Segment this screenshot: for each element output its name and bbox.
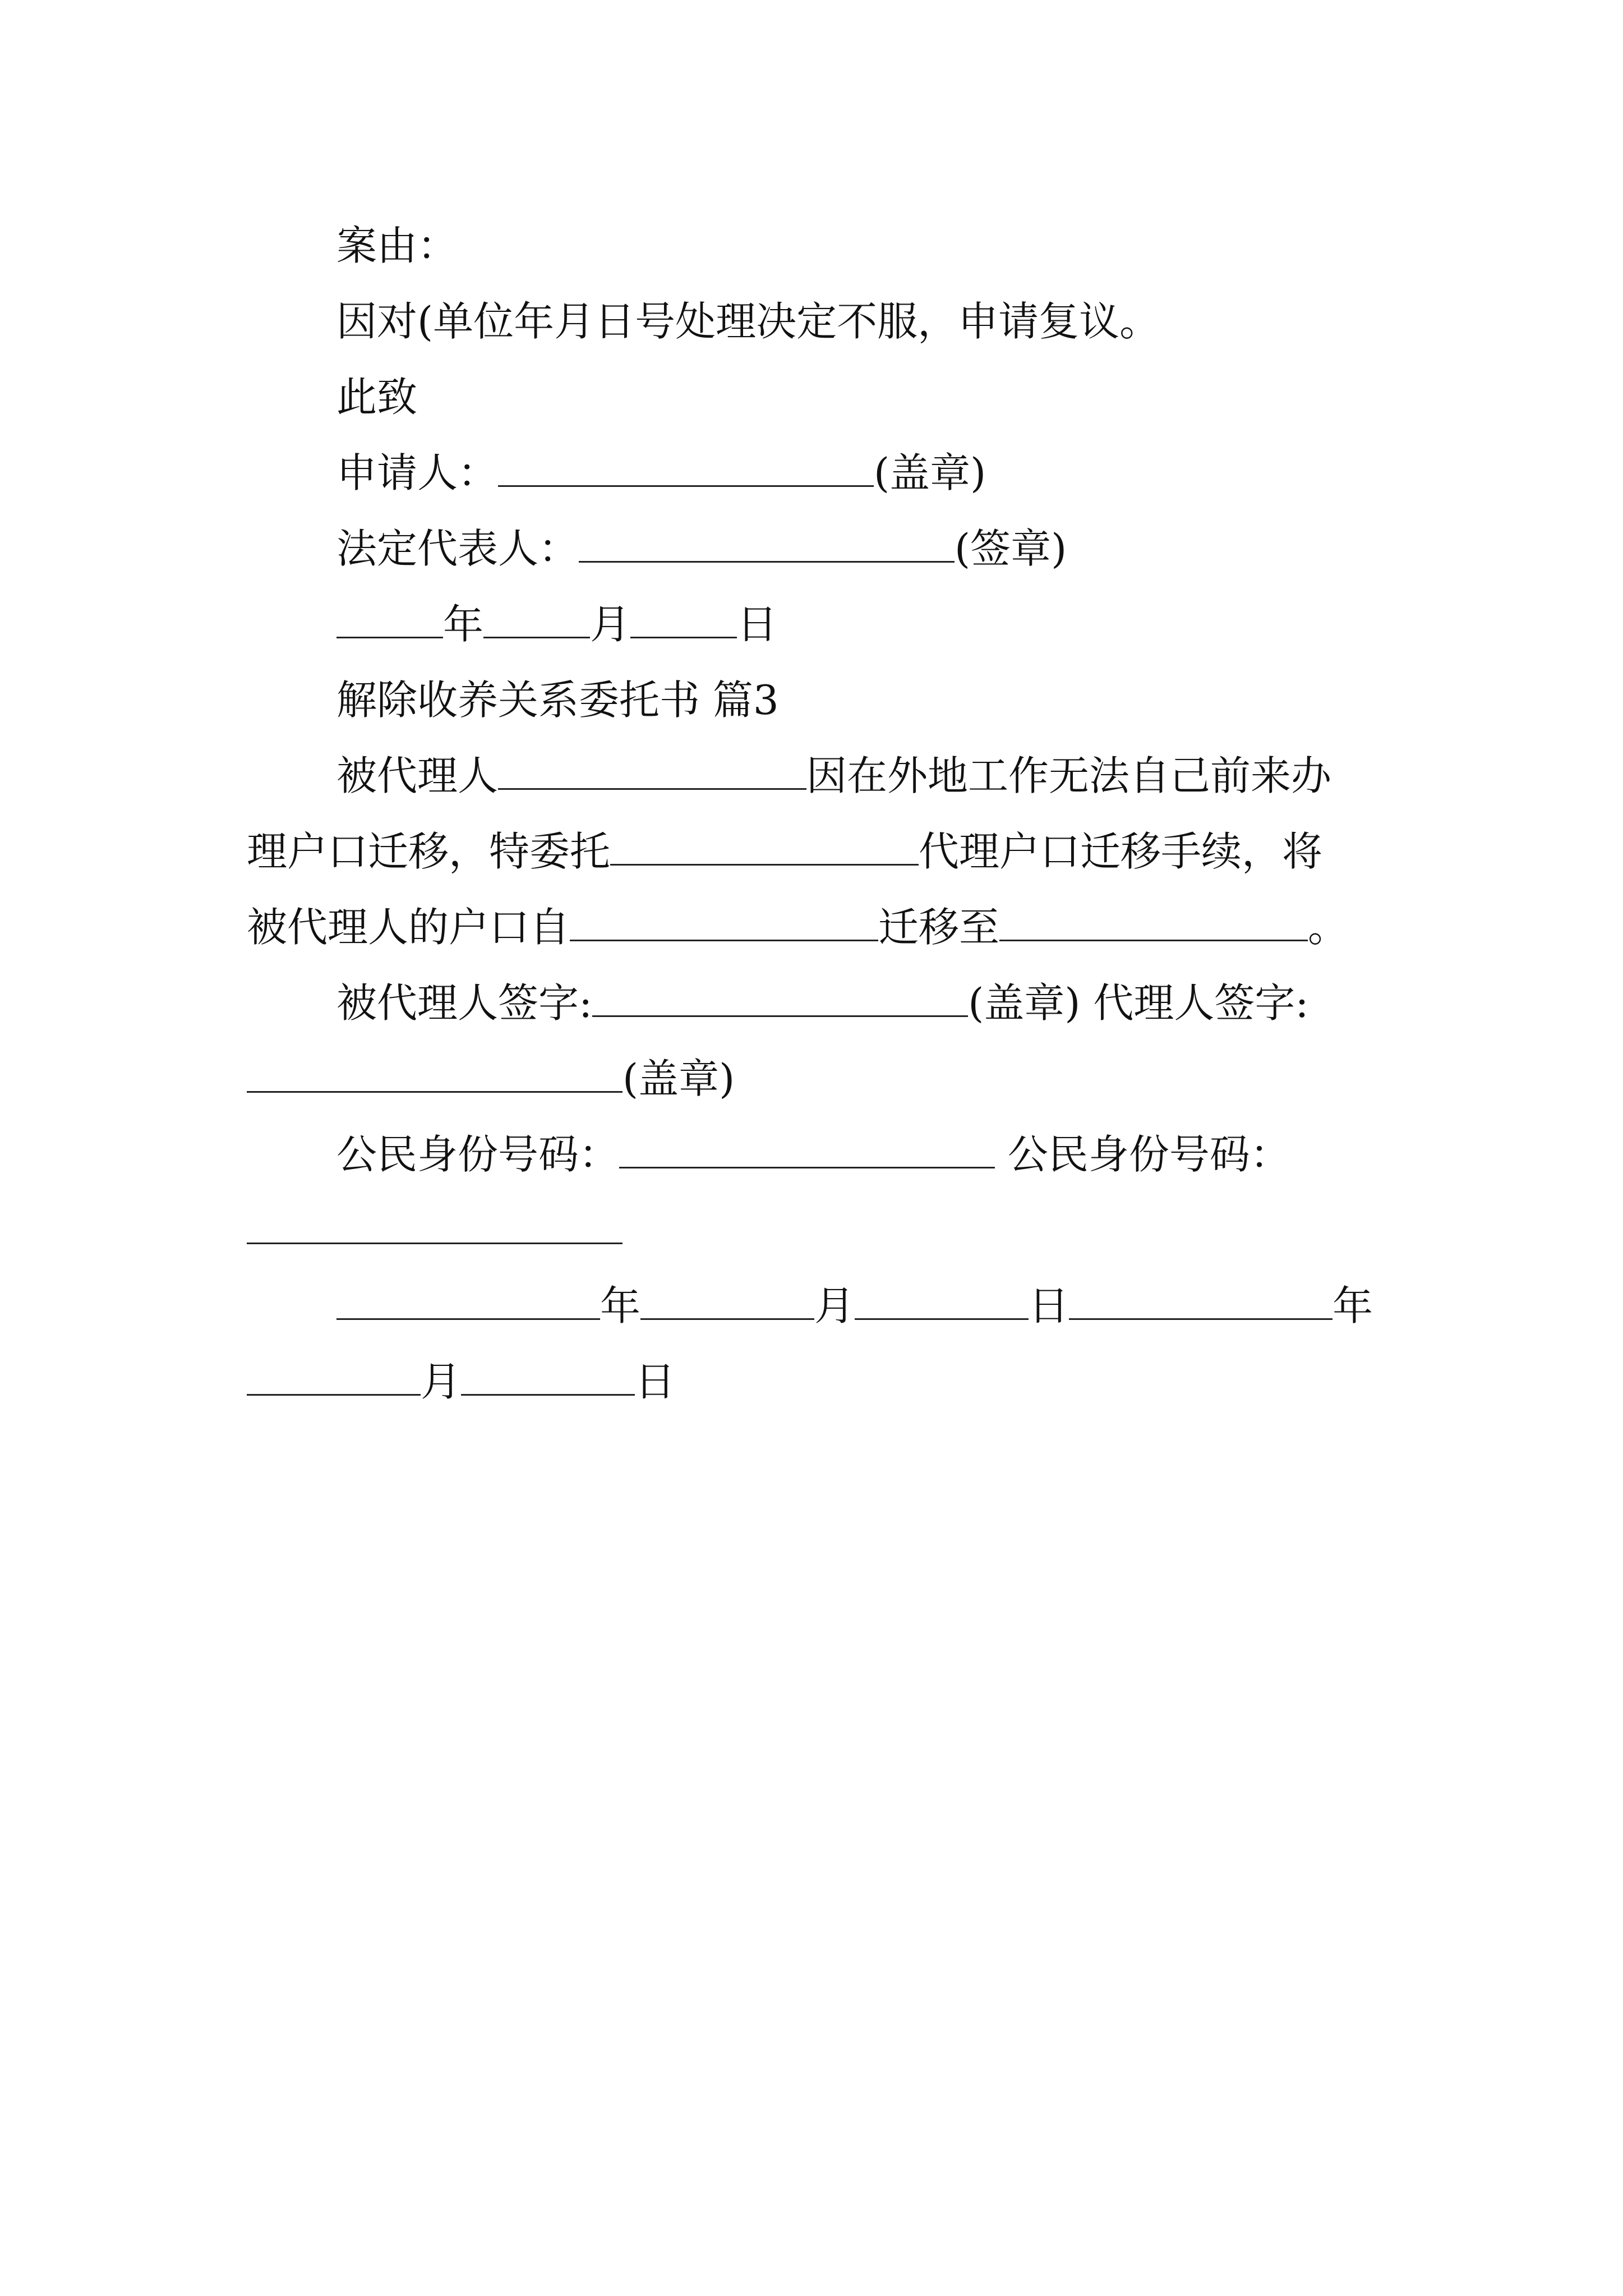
- from-blank: [570, 903, 878, 941]
- signature-line-cont: (盖章): [247, 1052, 735, 1106]
- paragraph-line-1: 被代理人 因在外地工作无法自己前来办: [336, 752, 1332, 799]
- agent-sign-blank: [247, 1054, 623, 1093]
- salutation: 此致: [336, 374, 418, 421]
- id-blank-2: [247, 1205, 623, 1244]
- month-blank-3: [247, 1357, 421, 1396]
- month-blank: [483, 600, 590, 638]
- paragraph-line-3: 被代理人的户口自 迁移至 。: [247, 904, 1349, 951]
- date-line-1: 年 月 日: [336, 597, 777, 651]
- year-blank: [336, 600, 443, 638]
- date-line-2-cont: 月 日: [247, 1355, 675, 1409]
- applicant-line: 申请人： (盖章): [336, 449, 986, 496]
- agent-name-blank: [610, 827, 919, 866]
- section-heading: 解除收养关系委托书 篇3: [336, 677, 779, 724]
- month-blank-2: [640, 1281, 814, 1320]
- legal-rep-blank: [579, 524, 955, 563]
- day-blank-3: [461, 1357, 635, 1396]
- legal-rep-line: 法定代表人： (签章): [336, 525, 1067, 572]
- id-blank-1: [619, 1130, 995, 1168]
- principal-sign-blank: [592, 978, 968, 1017]
- id-number-line-cont: [247, 1203, 623, 1257]
- day-blank: [630, 600, 737, 638]
- id-number-line: 公民身份号码： 公民身份号码：: [336, 1131, 1290, 1178]
- applicant-blank: [498, 448, 874, 487]
- year-blank-2: [336, 1281, 600, 1320]
- paragraph-line-2: 理户口迁移，特委托 代理户口迁移手续，将: [247, 828, 1323, 875]
- to-blank: [999, 903, 1308, 941]
- principal-name-blank: [498, 751, 806, 790]
- date-line-2: 年 月 日 年: [336, 1279, 1373, 1333]
- reason-text: 因对(单位年月日号处理决定不服，申请复议。: [336, 298, 1160, 345]
- year-blank-3: [1069, 1281, 1332, 1320]
- signature-line: 被代理人签字: (盖章) 代理人签字:: [336, 979, 1309, 1027]
- case-reason-label: 案由：: [336, 222, 458, 269]
- day-blank-2: [855, 1281, 1029, 1320]
